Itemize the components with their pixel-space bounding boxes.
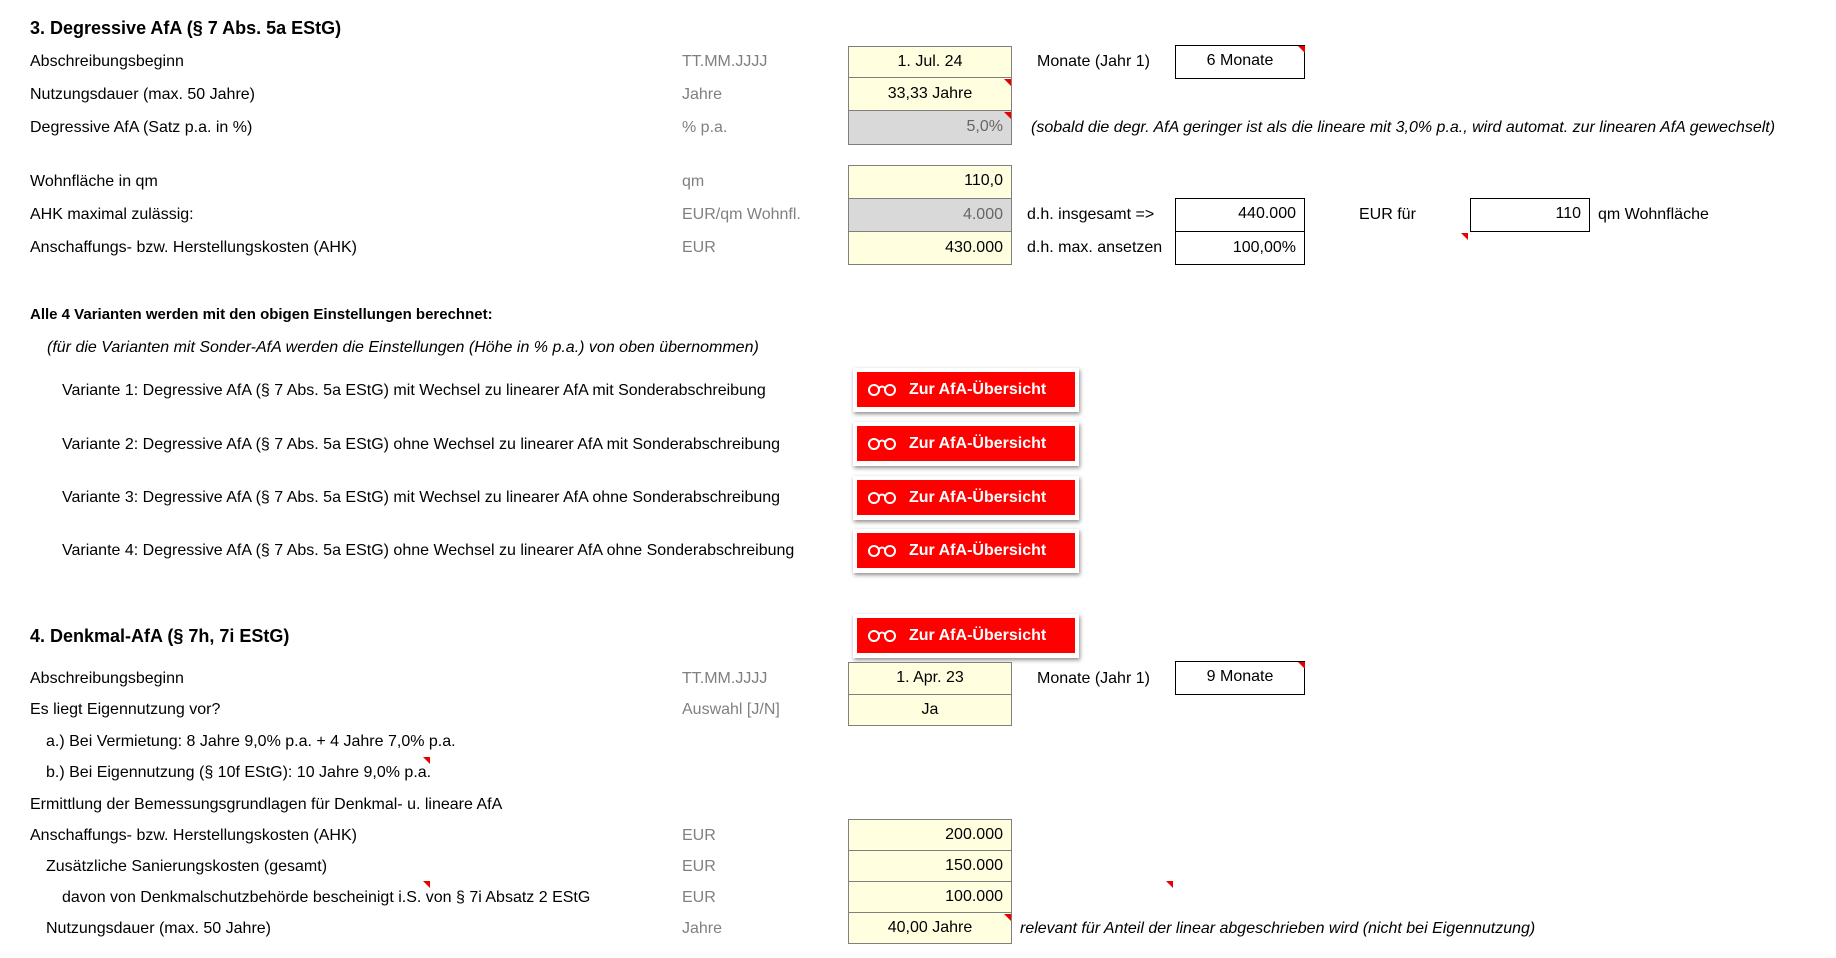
- s3-max-label: d.h. max. ansetzen: [1027, 239, 1163, 256]
- comment-marker[interactable]: [1298, 46, 1305, 53]
- s4-start-unit: TT.MM.JJJJ: [682, 670, 768, 687]
- comment-marker[interactable]: [1166, 881, 1173, 888]
- s3-rate-unit: % p.a.: [682, 119, 728, 136]
- variant-1-label: Variante 1: Degressive AfA (§ 7 Abs. 5a EStG) mit Wechsel zu linearer AfA mit Sonderabschreibung: [62, 382, 766, 399]
- s3-rate-value: 5,0%: [848, 111, 1012, 145]
- button-label: Zur AfA-Übersicht: [909, 542, 1047, 559]
- s3-rate-label: Degressive AfA (Satz p.a. in %): [30, 119, 253, 136]
- s4-owner-label: Es liegt Eigennutzung vor?: [30, 701, 221, 718]
- s3-months-label: Monate (Jahr 1): [1037, 53, 1150, 70]
- s4-ahk-label: Anschaffungs- bzw. Herstellungskosten (AHK): [30, 827, 357, 844]
- comment-marker[interactable]: [1004, 79, 1011, 86]
- variant-2-label: Variante 2: Degressive AfA (§ 7 Abs. 5a EStG) ohne Wechsel zu linearer AfA mit Sonderabschreibung: [62, 436, 781, 453]
- s3-ahkmax-label: AHK maximal zulässig:: [30, 206, 194, 223]
- glasses-icon: [867, 491, 897, 505]
- s3-area-input[interactable]: 110,0: [848, 165, 1012, 199]
- s3-start-unit: TT.MM.JJJJ: [682, 53, 768, 70]
- variant-4-button-frame: [853, 529, 1079, 573]
- variants-heading: Alle 4 Varianten werden mit den obigen Einstellungen berechnet:: [30, 306, 493, 323]
- s3-total-label: d.h. insgesamt =>: [1027, 206, 1155, 223]
- variant-2-button-frame: [853, 422, 1079, 466]
- s4-cert-unit: EUR: [682, 889, 716, 906]
- button-label: Zur AfA-Übersicht: [909, 435, 1047, 452]
- s3-ahk-unit: EUR: [682, 239, 716, 256]
- comment-marker[interactable]: [1004, 112, 1011, 119]
- glasses-icon: [867, 437, 897, 451]
- s4-self-note: b.) Bei Eigennutzung (§ 10f EStG): 10 Jahre 9,0% p.a.: [46, 764, 432, 781]
- s4-duration-note: relevant für Anteil der linear abgeschrieben wird (nicht bei Eigennutzung): [1020, 920, 1536, 937]
- button-label: Zur AfA-Übersicht: [909, 627, 1047, 644]
- s3-rate-note: (sobald die degr. AfA geringer ist als die lineare mit 3,0% p.a., wird automat. zur linearen AfA gewechselt): [1031, 119, 1776, 136]
- s3-months-value: 6 Monate: [1175, 45, 1305, 79]
- comment-marker[interactable]: [423, 881, 430, 888]
- s4-duration-unit: Jahre: [682, 920, 723, 937]
- variant-3-afa-overview-button[interactable]: [857, 480, 1075, 515]
- s4-months-value: 9 Monate: [1175, 661, 1305, 695]
- section4-title: 4. Denkmal-AfA (§ 7h, 7i EStG): [30, 626, 290, 646]
- s3-qm-value: 110: [1470, 198, 1590, 232]
- s3-start-label: Abschreibungsbeginn: [30, 53, 184, 70]
- s4-cert-input[interactable]: 100.000: [848, 882, 1012, 913]
- variant-3-label: Variante 3: Degressive AfA (§ 7 Abs. 5a EStG) mit Wechsel zu linearer AfA ohne Sonderabschreibung: [62, 489, 781, 506]
- variant-4-afa-overview-button[interactable]: [857, 533, 1075, 568]
- variants-note: (für die Varianten mit Sonder-AfA werden die Einstellungen (Höhe in % p.a.) von oben übernommen): [47, 339, 759, 356]
- glasses-icon: [867, 629, 897, 643]
- section4-button-frame: [853, 614, 1079, 658]
- s3-qm-label: qm Wohnfläche: [1598, 206, 1709, 223]
- comment-marker[interactable]: [423, 757, 430, 764]
- comment-marker[interactable]: [1461, 233, 1468, 240]
- s4-owner-unit: Auswahl [J/N]: [682, 701, 780, 718]
- variant-1-button-frame: [853, 368, 1079, 412]
- s3-ahk-input[interactable]: 430.000: [848, 232, 1012, 265]
- s3-total-value: 440.000: [1175, 198, 1305, 232]
- s3-area-label: Wohnfläche in qm: [30, 173, 158, 190]
- button-label: Zur AfA-Übersicht: [909, 381, 1047, 398]
- comment-marker[interactable]: [1298, 662, 1305, 669]
- variant-3-button-frame: [853, 476, 1079, 520]
- s4-ahk-unit: EUR: [682, 827, 716, 844]
- s4-start-label: Abschreibungsbeginn: [30, 670, 184, 687]
- s4-ahk-input[interactable]: 200.000: [848, 819, 1012, 851]
- s4-rent-note: a.) Bei Vermietung: 8 Jahre 9,0% p.a. + 4 Jahre 7,0% p.a.: [46, 733, 456, 750]
- s4-cert-label: davon von Denkmalschutzbehörde bescheinigt i.S. von § 7i Absatz 2 EStG: [62, 889, 591, 906]
- variant-4-label: Variante 4: Degressive AfA (§ 7 Abs. 5a EStG) ohne Wechsel zu linearer AfA ohne Sonderabschreibung: [62, 542, 795, 559]
- variant-1-afa-overview-button[interactable]: [857, 372, 1075, 407]
- s4-renov-label: Zusätzliche Sanierungskosten (gesamt): [46, 858, 328, 875]
- s3-start-input[interactable]: 1. Jul. 24: [848, 46, 1012, 78]
- s3-eur-label: EUR für: [1359, 206, 1416, 223]
- s3-ahkmax-value: 4.000: [848, 199, 1012, 232]
- s3-duration-unit: Jahre: [682, 86, 723, 103]
- comment-marker[interactable]: [1004, 914, 1011, 921]
- s4-duration-input[interactable]: 40,00 Jahre: [848, 913, 1012, 944]
- glasses-icon: [867, 544, 897, 558]
- glasses-icon: [867, 383, 897, 397]
- s3-ahkmax-unit: EUR/qm Wohnfl.: [682, 206, 801, 223]
- button-label: Zur AfA-Übersicht: [909, 489, 1047, 506]
- s4-months-label: Monate (Jahr 1): [1037, 670, 1150, 687]
- s4-renov-unit: EUR: [682, 858, 716, 875]
- section4-afa-overview-button[interactable]: [857, 618, 1075, 653]
- s3-duration-input[interactable]: 33,33 Jahre: [848, 78, 1012, 111]
- s4-duration-label: Nutzungsdauer (max. 50 Jahre): [46, 920, 271, 937]
- s4-renov-input[interactable]: 150.000: [848, 851, 1012, 882]
- s3-area-unit: qm: [682, 173, 705, 190]
- s3-max-value: 100,00%: [1175, 232, 1305, 265]
- s3-duration-label: Nutzungsdauer (max. 50 Jahre): [30, 86, 255, 103]
- s4-basis-heading: Ermittlung der Bemessungsgrundlagen für Denkmal- u. lineare AfA: [30, 796, 503, 813]
- variant-2-afa-overview-button[interactable]: [857, 426, 1075, 461]
- s3-ahk-label: Anschaffungs- bzw. Herstellungskosten (AHK): [30, 239, 357, 256]
- s4-start-input[interactable]: 1. Apr. 23: [848, 662, 1012, 695]
- s4-owner-select[interactable]: Ja: [848, 695, 1012, 726]
- section3-title: 3. Degressive AfA (§ 7 Abs. 5a EStG): [30, 18, 342, 38]
